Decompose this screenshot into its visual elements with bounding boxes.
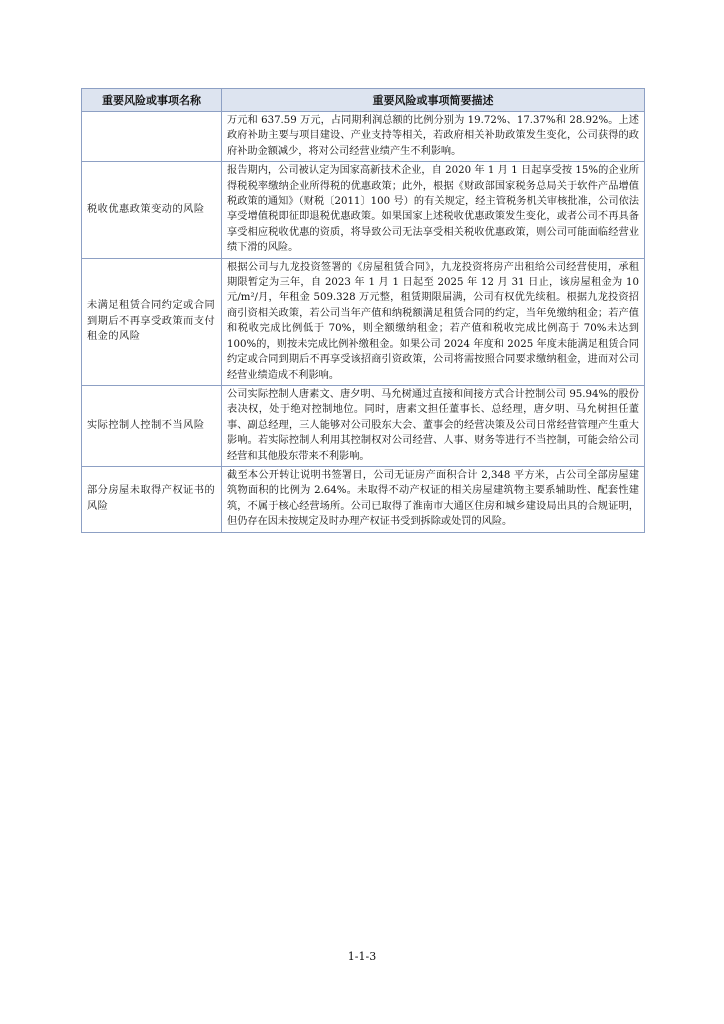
header-risk-name: 重要风险或事项名称	[82, 89, 222, 112]
risk-description-cell: 报告期内，公司被认定为国家高新技术企业，自 2020 年 1 月 1 日起享受按 15%的企业所得税税率缴纳企业所得税的优惠政策；此外，根据《财政部国家税务总局关于软件产品增值税政策的通知》（财税〔2011〕100 号）的有关规定，经主管税务机关审核批准，公司依法享受增值税即征即退税优惠政策。如果国家上述税收优惠政策发生变化，或者公司不再具备享受相应税收优惠的资质，将导致公司无法享受相关税收优惠政策，则公司可能面临经营业绩下滑的风险。	[222, 162, 645, 258]
risk-name-cell	[82, 112, 222, 162]
risk-name-cell: 部分房屋未取得产权证书的风险	[82, 466, 222, 532]
risk-description-cell: 公司实际控制人唐素文、唐夕明、马允树通过直接和间接方式合计控制公司 95.94%的股份表决权，处于绝对控制地位。同时，唐素文担任董事长、总经理，唐夕明、马允树担任董事、副总经理，三人能够对公司股东大会、董事会的经营决策及公司日常经营管理产生重大影响。若实际控制人利用其控制权对公司经营、人事、财务等进行不当控制，可能会给公司经营和其他股东带来不利影响。	[222, 385, 645, 466]
page-number: 1-1-3	[347, 950, 377, 963]
risk-description-cell: 根据公司与九龙投资签署的《房屋租赁合同》，九龙投资将房产出租给公司经营使用，承租期限暂定为三年，自 2023 年 1 月 1 日起至 2025 年 12 月 31 日止，该房屋租金为 10 元/m²/月，年租金 509.328 万元整，租赁期限届满，公司有权优先续租。根据九龙投资招商引资相关政策，若公司当年产值和纳税额满足租赁合同的约定，当年免缴纳租金；若产值和税收完成比例低于 70%，则全额缴纳租金；若产值和税收完成比例高于 70%未达到 100%的，则按未完成比例补缴租金。如果公司 2024 年度和 2025 年度未能满足租赁合同约定或合同到期后不再享受该招商引资政策，公司将需按照合同要求缴纳租金，进而对公司经营业绩造成不利影响。	[222, 258, 645, 385]
risk-description-cell: 万元和 637.59 万元，占同期利润总额的比例分别为 19.72%、17.37%和 28.92%。上述政府补助主要与项目建设、产业支持等相关，若政府相关补助政策发生变化，公司获得的政府补助金额减少，将对公司经营业绩产生不利影响。	[222, 112, 645, 162]
table-row	[82, 112, 645, 162]
risk-name-cell: 未满足租赁合同约定或合同到期后不再享受政策而支付租金的风险	[82, 258, 222, 385]
risk-description-cell: 截至本公开转让说明书签署日，公司无证房产面积合计 2,348 平方米，占公司全部房屋建筑物面积的比例为 2.64%。未取得不动产权证的相关房屋建筑物主要系辅助性、配套性建筑，不属于核心经营场所。公司已取得了淮南市大通区住房和城乡建设局出具的合规证明，但仍存在因未按规定及时办理产权证书受到拆除或处罚的风险。	[222, 466, 645, 532]
table-row	[82, 258, 645, 385]
risk-table	[81, 88, 645, 533]
header-risk-description: 重要风险或事项简要描述	[222, 89, 645, 112]
risk-name-cell: 实际控制人控制不当风险	[82, 385, 222, 466]
table-row	[82, 385, 645, 466]
table-row	[82, 162, 645, 258]
risk-name-cell: 税收优惠政策变动的风险	[82, 162, 222, 258]
table-header-row	[82, 89, 645, 112]
table-row	[82, 466, 645, 532]
